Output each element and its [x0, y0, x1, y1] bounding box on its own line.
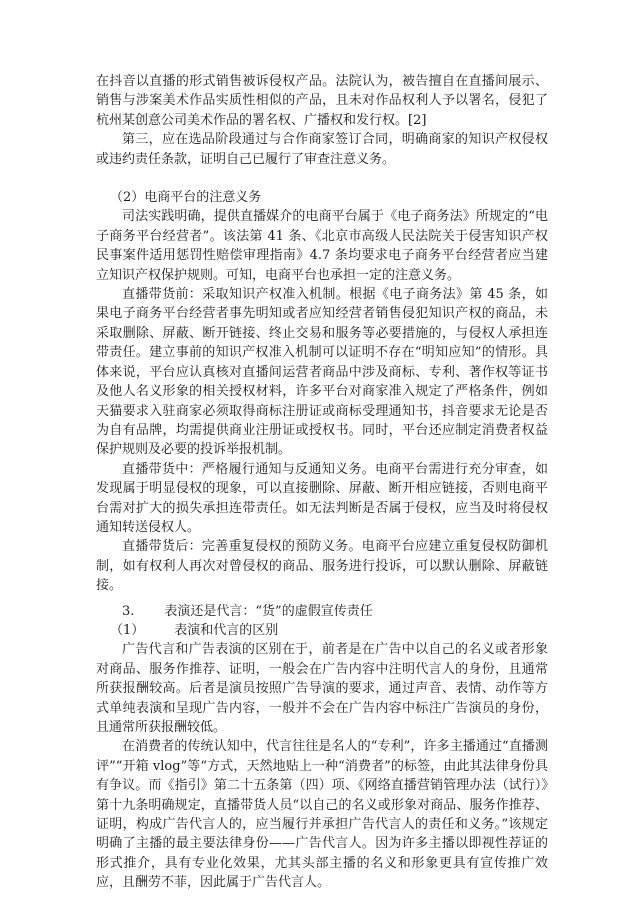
- spacer: [96, 169, 548, 188]
- subsection-heading-difference: [96, 621, 548, 640]
- paragraph-third-point: 第三，应在选品阶段通过与合作商家签订合同，明确商家的知识产权侵权或违约责任条款，证明自己已履行了审查注意义务。: [96, 132, 548, 167]
- paragraph-ad-difference: 广告代言和广告表演的区别在于，前者是在广告中以自己的名义或者形象对商品、服务作推荐、证明，一般会在广告内容中注明代言人的身份，且通常所获报酬较高。后者是演员按照广告导演的要求，通过声音、表情、动作等方式单纯表演和呈现广告内容，一般并不会在广告内容中标注广告演员的身份，且通常所获报酬较低。: [96, 642, 548, 735]
- subsection-number: （1）: [110, 622, 145, 638]
- paragraph-before-livestream: 直播带货前：采取知识产权准入机制。根据《电子商务法》第 45 条，如果电子商务平台经营者事先明知或者应知经营者销售侵犯知识产权的商品，未采取删除、屏蔽、断开链接、终止交易和服务等必要措施的，与侵权人承担连带责任。建立事前的知识产权准入机制可以证明不存在“明知应知”的情形。具体来说，平台应认真核对直播间运营者商品中涉及商标、专利、著作权等证书及他人名义形象的相关授权材料，许多平台对商家准入规定了严格条件，例如天猫要求入驻商家必须取得商标注册证或商标受理通知书，抖音要求无论是否为自有品牌，均需提供商业注册证或授权书。同时，平台还应制定消费者权益保护规则及必要的投诉举报机制。: [96, 287, 548, 458]
- paragraph-judicial-practice: 司法实践明确，提供直播媒介的电商平台属于《电子商务法》所规定的“电子商务平台经营者”。该法第 41 条、《北京市高级人民法院关于侵害知识产权民事案件适用惩罚性赔偿审理指南》4.7 条均要求电子商务平台经营者应当建立知识产权保护规则。可知，电商平台也承担一定的注意义务。: [96, 209, 548, 283]
- section-heading-performance-or-endorsement: [96, 602, 548, 621]
- paragraph-case-ruling: 在抖音以直播的形式销售被诉侵权产品。法院认为，被告擅自在直播间展示、销售与涉案美术作品实质性相似的产品，且未对作品权利人予以署名，侵犯了杭州某创意公司美术作品的署名权、广播权和发行权。[2]: [96, 74, 548, 128]
- section-number: 3.: [122, 603, 135, 619]
- section-title: 表演还是代言：“货”的虚假宣传责任: [164, 603, 373, 619]
- paragraph-after-livestream: 直播带货后：完善重复侵权的预防义务。电商平台应建立重复侵权防御机制，如有权利人再次对曾侵权的商品、服务进行投诉，可以默认删除、屏蔽链接。: [96, 539, 548, 594]
- subsection-title: 表演和代言的区别: [174, 622, 279, 638]
- document-page: [96, 72, 548, 893]
- paragraph-during-livestream: 直播带货中：严格履行通知与反通知义务。电商平台需进行充分审查，如发现属于明显侵权的现象，可以直接删除、屏蔽、断开相应链接，否则电商平台需对扩大的损失承担连带责任。如无法判断是否属于侵权，应当及时将侵权通知转送侵权人。: [96, 461, 548, 535]
- section-heading-platform-duty: （2）电商平台的注意义务: [110, 190, 262, 206]
- paragraph-consumer-perception: 在消费者的传统认知中，代言往往是名人的“专利”，许多主播通过“直播测评”“开箱 vlog”等“方式，天然地贴上一种“消费者”的标签，由此其法律身份具有争议。而《指引》第二十五条第（四）项、《网络直播营销管理办法（试行）》第十九条明确规定，直播带货人员“以自己的名义或形象对商品、服务作推荐、证明，构成广告代言人的，应当履行并承担广告代言人的责任和义务。”该规定明确了主播的最主要法律身份——广告代言人。因为许多主播以即视性荐证的形式推介，具有专业化效果，尤其头部主播的名义和形象更具有宣传推广效应，且酬劳不菲，因此属于广告代言人。: [96, 739, 548, 891]
